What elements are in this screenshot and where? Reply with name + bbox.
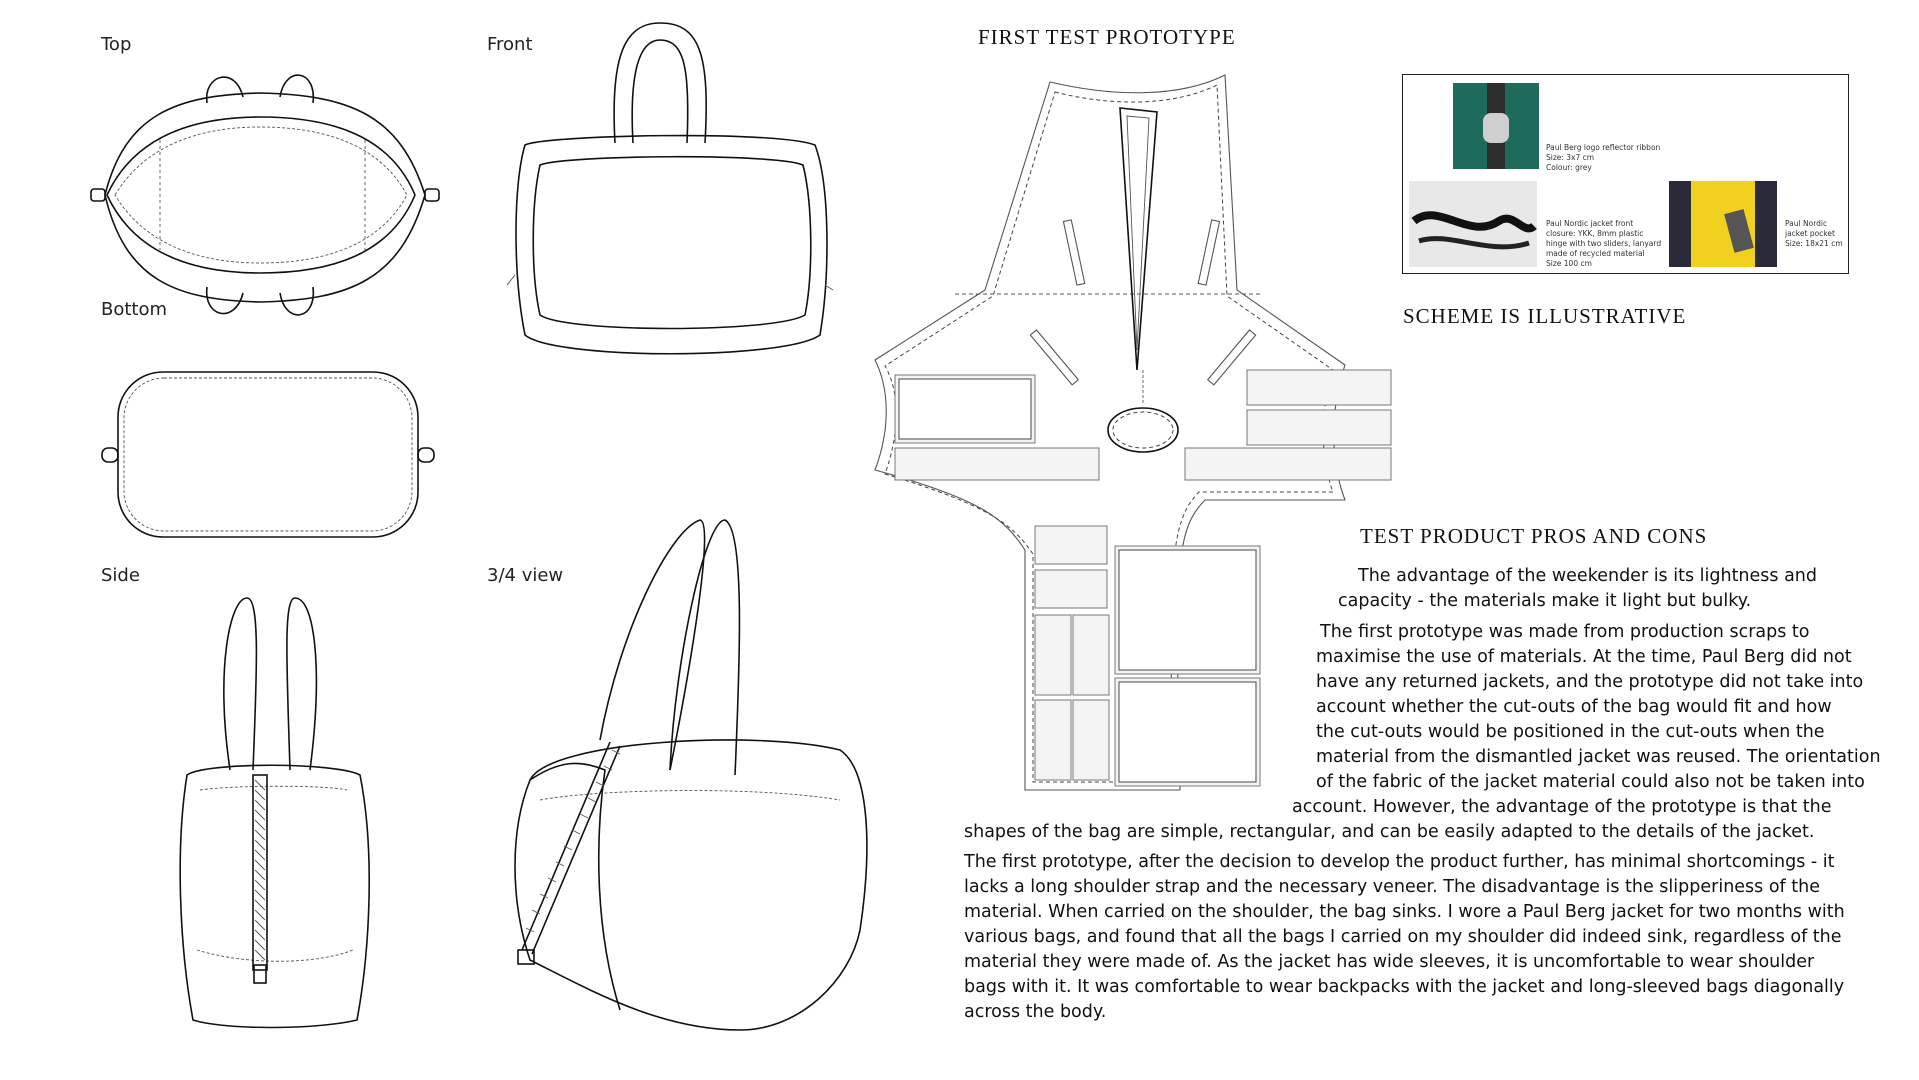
- text-line-10: account. However, the advantage of the prototype is that the: [1292, 797, 1832, 817]
- text-line-15: various bags, and found that all the bags I carried on my shoulder did indeed sink, regardless of the: [964, 927, 1842, 947]
- reflector-ribbon-caption: Paul Berg logo reflector ribbon Size: 3x7 cm Colour: grey: [1546, 143, 1661, 172]
- text-line-6: account whether the cut-outs of the bag would fit and how: [1316, 697, 1832, 717]
- bag-front-view-drawing: [485, 15, 865, 375]
- text-line-16: material they were made of. As the jacket has wide sleeves, it is uncomfortable to wear shoulder: [964, 952, 1815, 972]
- view-label-bottom: Bottom: [101, 299, 168, 320]
- text-line-7: the cut-outs would be positioned in the cut-outs when the: [1316, 722, 1825, 742]
- bag-top-view-drawing: [85, 55, 455, 335]
- text-line-3: The first prototype was made from production scraps to: [1320, 622, 1810, 642]
- text-line-14: material. When carried on the shoulder, the bag sinks. I wore a Paul Berg jacket for two months with: [964, 902, 1845, 922]
- materials-box: [1402, 74, 1849, 274]
- bag-three-quarter-view-drawing: [500, 510, 880, 1050]
- text-line-9: of the fabric of the jacket material could also not be taken into: [1316, 772, 1865, 792]
- jacket-pocket-photo: [1669, 181, 1777, 267]
- text-line-17: bags with it. It was comfortable to wear backpacks with the jacket and long-sleeved bags diagonally: [964, 977, 1845, 997]
- view-label-three-quarter: 3/4 view: [487, 565, 564, 586]
- heading-pros-and-cons: TEST PRODUCT PROS AND CONS: [1360, 524, 1708, 548]
- text-line-12: The first prototype, after the decision to develop the product further, has minimal shortcomings - it: [964, 852, 1835, 872]
- reflector-ribbon-photo: [1453, 83, 1539, 169]
- heading-first-test-prototype: FIRST TEST PROTOTYPE: [978, 25, 1236, 49]
- text-line-4: maximise the use of materials. At the time, Paul Berg did not: [1316, 647, 1852, 667]
- text-line-11: shapes of the bag are simple, rectangular, and can be easily adapted to the details of the jacket.: [964, 822, 1815, 842]
- heading-scheme-illustrative: SCHEME IS ILLUSTRATIVE: [1403, 304, 1687, 328]
- text-line-18: across the body.: [964, 1002, 1107, 1022]
- view-label-side: Side: [101, 565, 140, 586]
- jacket-pocket-caption: Paul Nordic jacket pocket Size: 18x21 cm: [1785, 219, 1843, 248]
- view-label-top: Top: [101, 34, 132, 55]
- text-line-8: material from the dismantled jacket was reused. The orientation: [1316, 747, 1881, 767]
- text-line-13: lacks a long shoulder strap and the necessary veneer. The disadvantage is the slipperiness of the: [964, 877, 1820, 897]
- bag-side-view-drawing: [175, 590, 375, 1030]
- bag-bottom-view-drawing: [100, 370, 440, 540]
- text-line-1: The advantage of the weekender is its lightness and: [1358, 566, 1818, 586]
- text-line-2: capacity - the materials make it light but bulky.: [1338, 591, 1752, 611]
- text-line-5: have any returned jackets, and the prototype did not take into: [1316, 672, 1864, 692]
- front-closure-caption: Paul Nordic jacket front closure: YKK, 8mm plastic hinge with two sliders, lanyard made of recycled material Size 100 cm: [1546, 219, 1662, 268]
- front-closure-photo: [1409, 181, 1537, 267]
- view-label-front: Front: [487, 34, 533, 55]
